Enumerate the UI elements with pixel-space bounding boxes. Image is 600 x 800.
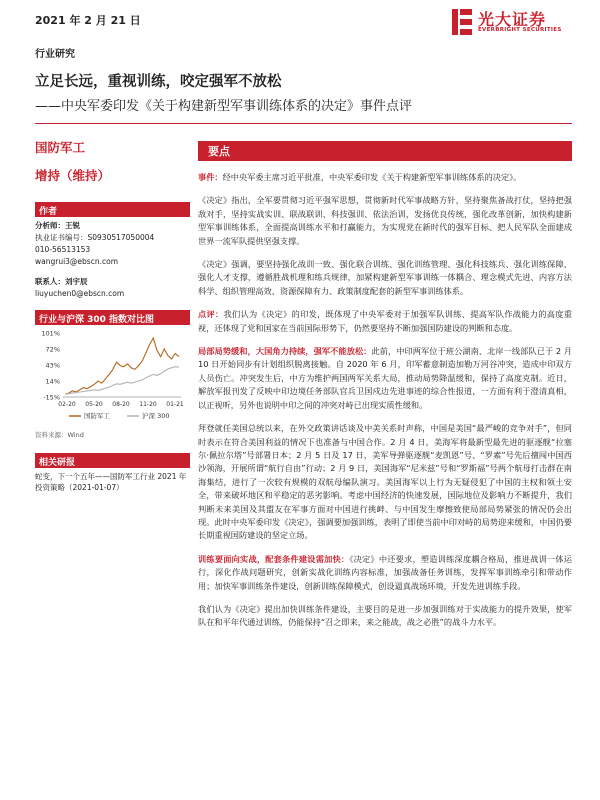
training-label: 训练要面向实战，配套条件建设需加快： (198, 553, 350, 564)
analyst-phone: 010-56513153 (35, 245, 91, 254)
sector-name: 国防军工 (35, 140, 86, 155)
analyst-block (35, 220, 190, 300)
paragraph-situation (198, 345, 572, 412)
logo-text-cn: 光大证券 (478, 10, 547, 29)
comment-label: 点评： (198, 309, 224, 320)
x-tick-label: 01-21 (166, 401, 184, 408)
analyst-name: 王锐 (65, 221, 80, 230)
paragraph-decision-1: 《决定》指出，全军要贯彻习近平强军思想，贯彻新时代军事战略方针，坚持聚焦备战打仗，坚持把强敌对手，坚持实战实训、联战联训、科技强训、依法治训，发扬优良传统，强化改革创新，加快构建新型军事训练体系，全面提高训练水平和打赢能力，为实现党在新时代的强军目标、把人民军队全面建成世界一流军队提供坚强支撑。 (198, 195, 572, 246)
analyst-license: 执业证书编号：S0930517050004 (35, 233, 155, 242)
paragraph-conclusion: 我们认为《决定》提出加快训练条件建设，主要目的是进一步加强训练对于实战能力的提升效果，使军队在和平年代通过训练，仍能保持“召之即来，来之能战，战之必胜”的战斗力水平。 (198, 603, 572, 628)
contact-line (35, 276, 190, 288)
chart-header: 行业与沪深 300 指数对比图 (35, 310, 190, 325)
x-tick-label: 08-20 (112, 401, 130, 408)
related-report: 蛇变，下一个五年——国防军工行业 2021 年投资策略（2021-01-07） (35, 472, 187, 492)
analyst-label: 分析师： (35, 221, 65, 230)
paragraph-decision-2: 《决定》强调，要坚持强化战训一致、强化联合训练、强化训练管理、强化科技练兵、强化训练保障、强化人才支撑，遵循胜战机理和练兵规律，加紧构建新型军事训练一体耦合、理念模式先进、内容方法科学、组织管理高效、资源保障有力、政策制度配套的新型军事训练体系。 (198, 259, 572, 296)
y-tick-label: 14% (45, 377, 60, 386)
author-header: 作者 (35, 202, 190, 217)
logo-text-en: EVERBRIGHT SECURITIES (478, 27, 562, 33)
contact-email: liuyuchen0@ebscn.com (35, 289, 125, 298)
section-label: 行业研究 (35, 49, 75, 60)
key-points-header: 要点 (198, 141, 572, 161)
report-date: 2021 年 2 月 21 日 (35, 14, 141, 27)
brand-logo (450, 5, 570, 39)
main-content (198, 141, 572, 630)
chart-source: 资料来源：Wind (35, 431, 84, 439)
analyst-email: wangrui3@ebscn.com (35, 257, 118, 266)
y-tick-label: 43% (45, 361, 60, 370)
paragraph-us-china: 拜登就任美国总统以来，在外交政策讲话谈及中美关系时声称，中国是美国“最严峻的竞争对手”，但同时表示在符合美国利益的情况下也准备与中国合作。2 月 4 日，美海军将最新型最先进的驱逐舰“拉塞尔·佩拉尔塔”号部署日本；2 月 5 日及 17 日，美军导弹驱逐舰“麦凯恩”号、“罗素”号先后擅闯中国西沙领海，开展所谓“航行自由”行动；2 月 9 日，美国海军“尼米兹”号和“罗斯福”号两个航母打击群在南海集结，进行了一次较有规模的双航母编队演习。美国海军以上行为无疑侵犯了中国的主权和领土安全，带来破坏地区和平稳定的恶劣影响。考虑中国经济的快速发展，国际地位及影响力不断提升，我们判断未来美国及其盟友在军事方面对中国进行挑衅、与中国发生摩擦致使局部局势紧张的情况仍会出现。此时中央军委印发《决定》，强调要加强训练，表明了即使当前中印对峙的局势迎来缓和，中国仍要长期重视国防建设的坚定立场。 (198, 423, 572, 541)
title-divider (35, 123, 572, 124)
contact-name: 刘宇辰 (65, 277, 88, 286)
sidebar (35, 138, 190, 493)
report-title: 立足长远，重视训练，咬定强军不放松 (35, 74, 282, 90)
y-tick-label: 72% (45, 345, 60, 354)
paragraph-comment (198, 308, 572, 335)
chart-svg (35, 327, 185, 427)
x-tick-label: 11-20 (139, 401, 157, 408)
report-subtitle: ——中央军委印发《关于构建新型军事训练体系的决定》事件点评 (35, 99, 413, 114)
event-label: 事件： (198, 172, 223, 182)
x-tick-label: 05-20 (85, 401, 103, 408)
y-tick-label: -15% (43, 393, 60, 402)
everbright-logo-icon (450, 7, 474, 37)
legend-label: 沪深 300 (142, 412, 170, 420)
index-comparison-chart (35, 327, 185, 427)
situation-label: 局部局势缓和，大国角力持续，强军不能放松： (198, 346, 372, 357)
x-tick-label: 02-20 (58, 401, 76, 408)
comment-text: 我们认为《决定》的印发，既体现了中央军委对于加强军队训练、提高军队作战能力的高度重视，还体现了党和国家在当前国际形势下，仍然要坚持不断加强国防建设的判断和态度。 (198, 309, 572, 333)
situation-text: 此前，中印两军位于班公湖南、北岸一线部队已于 2 月 10 日开始同步有计划组织脱离接触。自 2020 年 6 月，印军蓄意制造加勒万河谷冲突，造成中印双方人员伤亡。冲突发生后，中方为维护两国两军关系大局，推动局势降温缓和，保持了高度克制。近日，解放军报刊发了反映中印边境任务部队官兵卫国戍边先进事迹的综合性报道，一方面有利于澄清真相，以正视听，另外也说明中印之间的冲突对峙已出现实质性缓和。 (198, 346, 572, 410)
series-line-0 (65, 338, 179, 394)
legend-label: 国防军工 (84, 412, 110, 420)
paragraph-training (198, 553, 572, 593)
analyst-line (35, 220, 190, 232)
y-tick-label: 101% (41, 329, 60, 338)
related-header: 相关研报 (35, 453, 190, 468)
contact-label: 联系人： (35, 277, 65, 286)
series-line-1 (65, 367, 179, 395)
paragraph-event (198, 171, 572, 184)
event-text: 经中央军委主席习近平批准，中央军委印发《关于构建新型军事训练体系的决定》。 (222, 172, 522, 182)
rating: 增持（维持） (35, 168, 111, 183)
training-text: 《决定》中还要求，塑造训练深度耦合格局，推进战训一体运行，深化作战问题研究，创新实战化训练内容标准，加强战备任务训练，发挥军事训练牵引和带动作用；加快军事训练条件建设，创新训练保障模式，创设逼真战场环境，开发先进训练手段。 (198, 553, 572, 591)
